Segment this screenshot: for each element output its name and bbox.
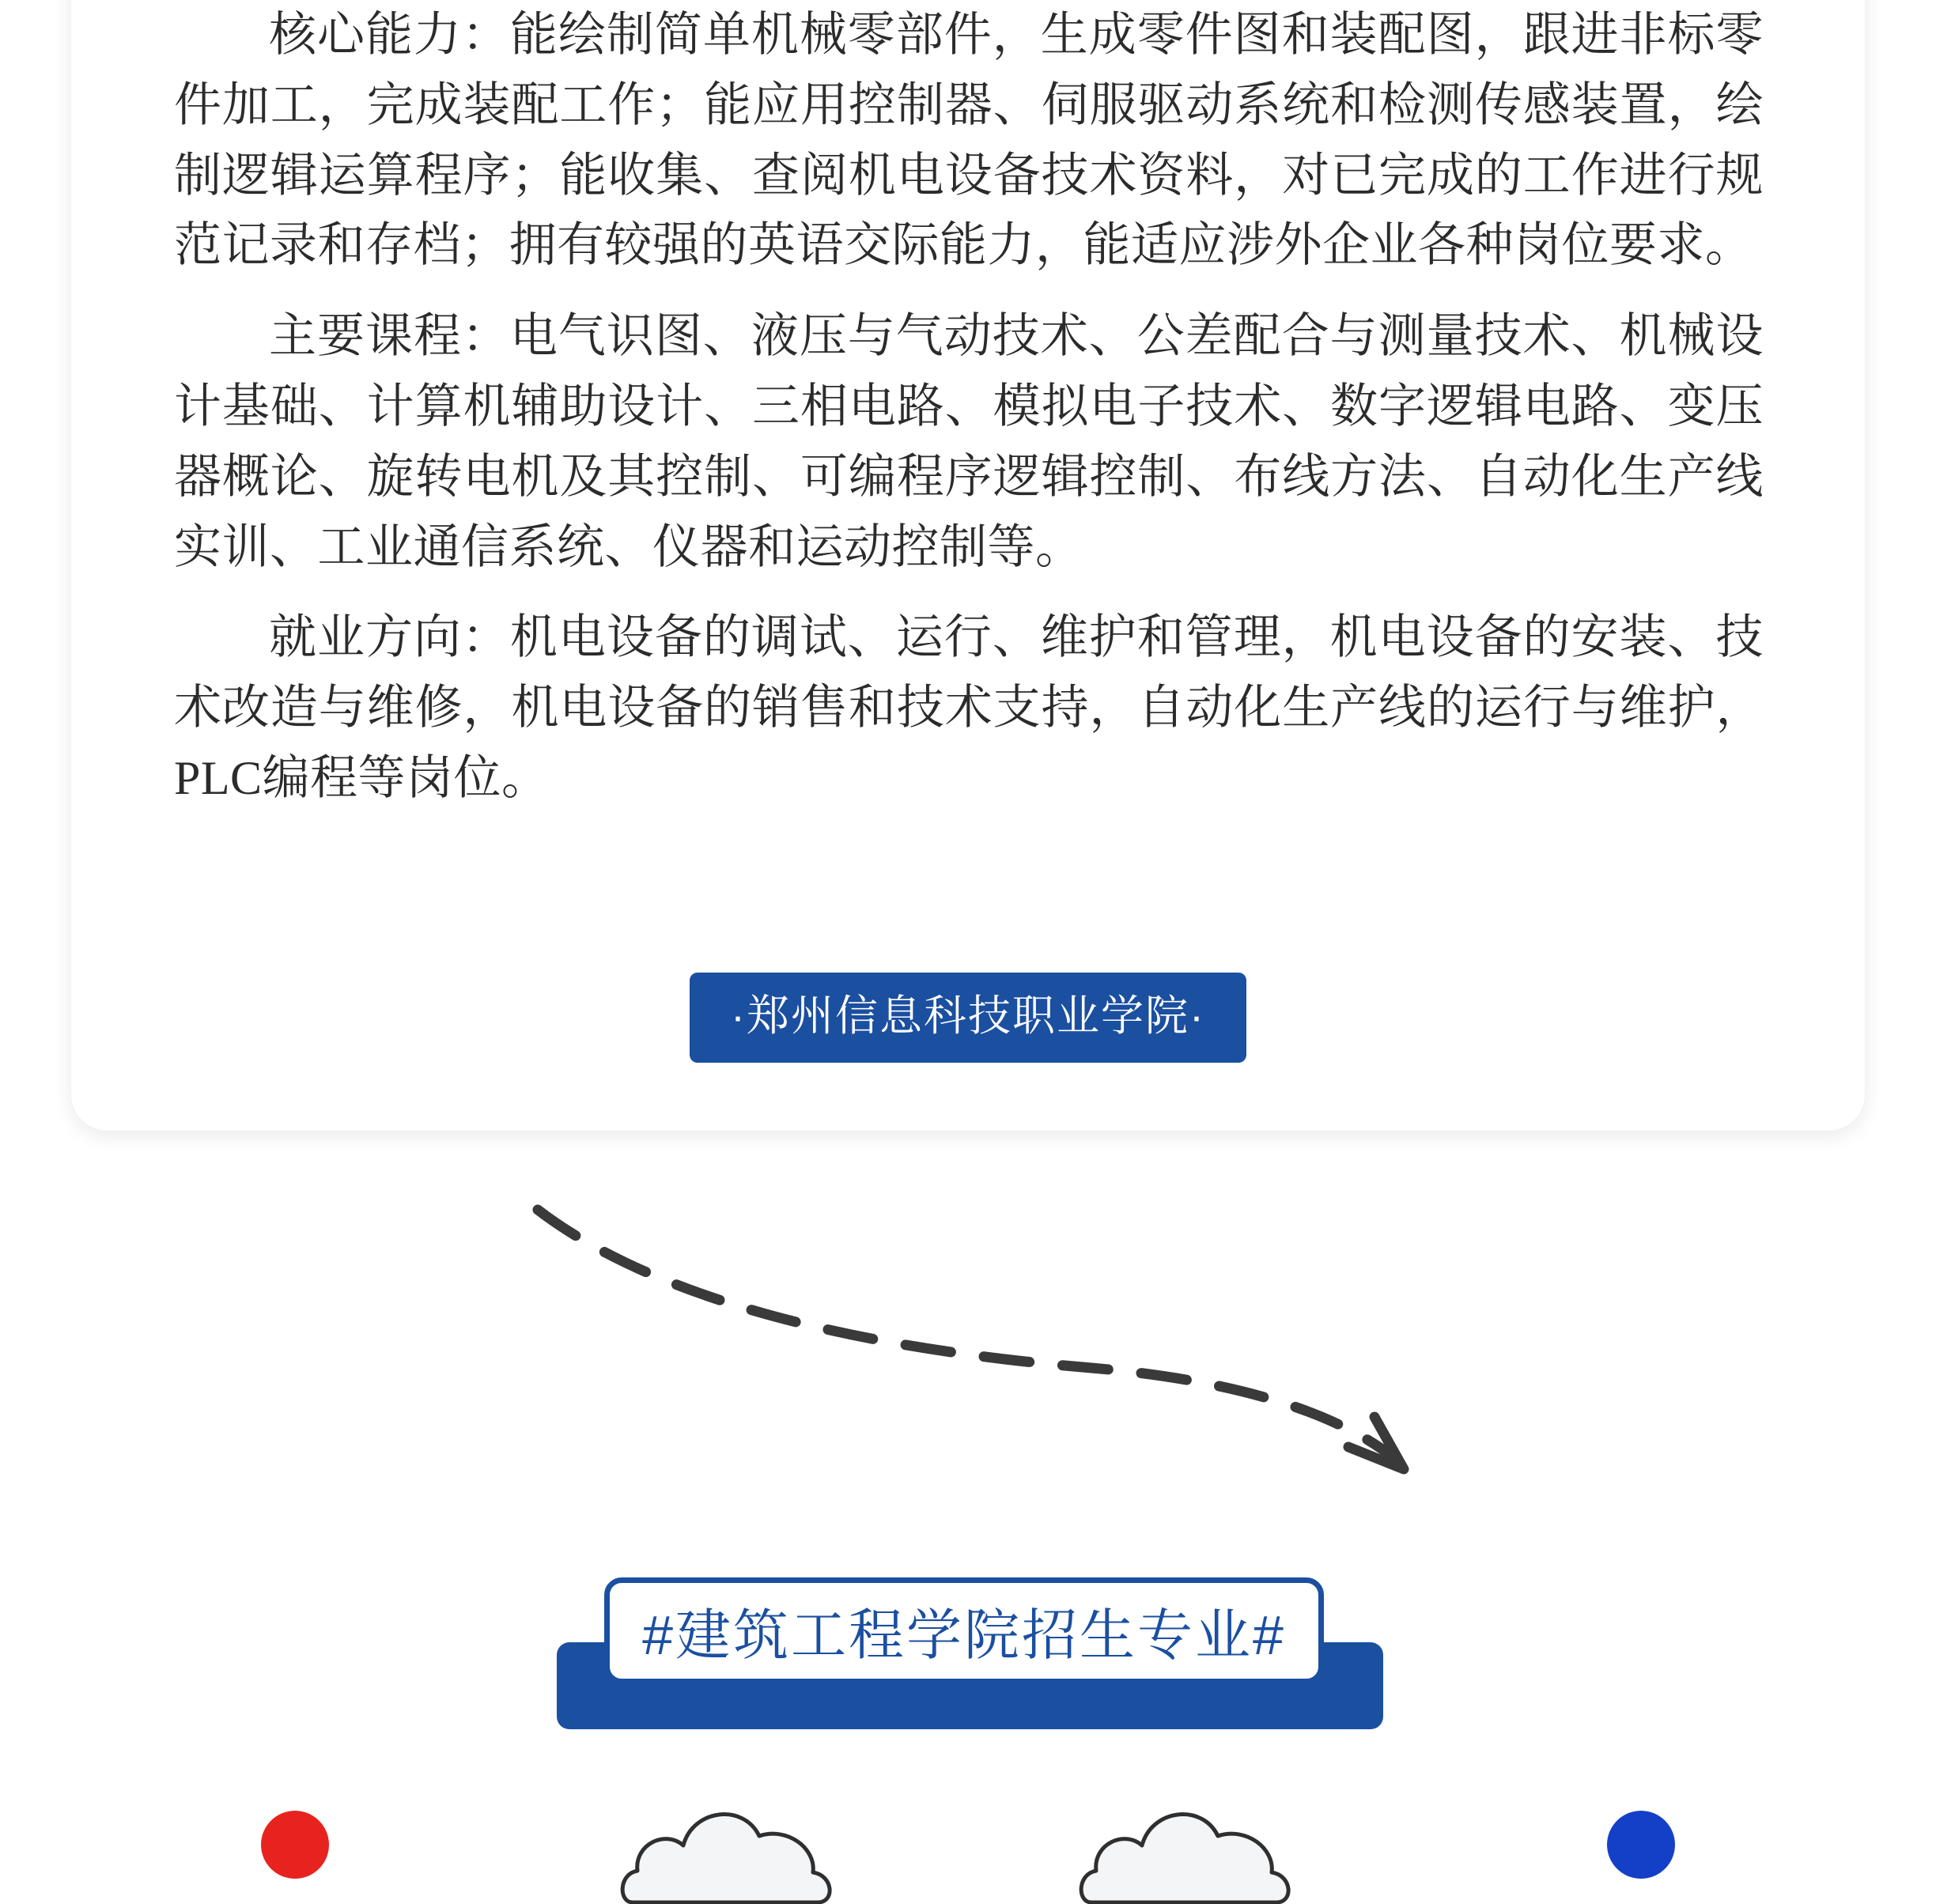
red-circle-icon [261, 1811, 329, 1879]
heading-outline-box [604, 1577, 1324, 1684]
dashed-arrow-icon [490, 1186, 1439, 1479]
content-card [71, 0, 1865, 1131]
section-heading [0, 1577, 1936, 1747]
school-badge-row [71, 973, 1865, 1063]
card-text-block [174, 0, 1764, 834]
cloud-icon-right [1076, 1785, 1305, 1904]
heading-label: #建筑工程学院招生专业# [642, 1604, 1286, 1666]
bottom-decoration-row [0, 1770, 1936, 1904]
heading-stack [549, 1577, 1387, 1747]
cloud-icon-left [617, 1785, 846, 1904]
paragraph-career-directions: 就业方向：机电设备的调试、运行、维护和管理，机电设备的安装、技术改造与维修，机电设备的销售和技术支持，自动化生产线的运行与维护，PLC编程等岗位。 [174, 611, 1764, 804]
blue-circle-icon [1607, 1811, 1675, 1879]
paragraph-main-courses: 主要课程：电气识图、液压与气动技术、公差配合与测量技术、机械设计基础、计算机辅助设计、三相电路、模拟电子技术、数字逻辑电路、变压器概论、旋转电机及其控制、可编程序逻辑控制、布线方法、自动化生产线实训、工业通信系统、仪器和运动控制等。 [174, 310, 1764, 573]
school-name-badge: ·郑州信息科技职业学院· [690, 973, 1246, 1063]
paragraph-core-abilities: 核心能力：能绘制简单机械零部件，生成零件图和装配图，跟进非标零件加工，完成装配工作；能应用控制器、伺服驱动系统和检测传感装置，绘制逻辑运算程序；能收集、查阅机电设备技术资料，对已完成的工作进行规范记录和存档；拥有较强的英语交际能力，能适应涉外企业各种岗位要求。 [174, 9, 1764, 272]
